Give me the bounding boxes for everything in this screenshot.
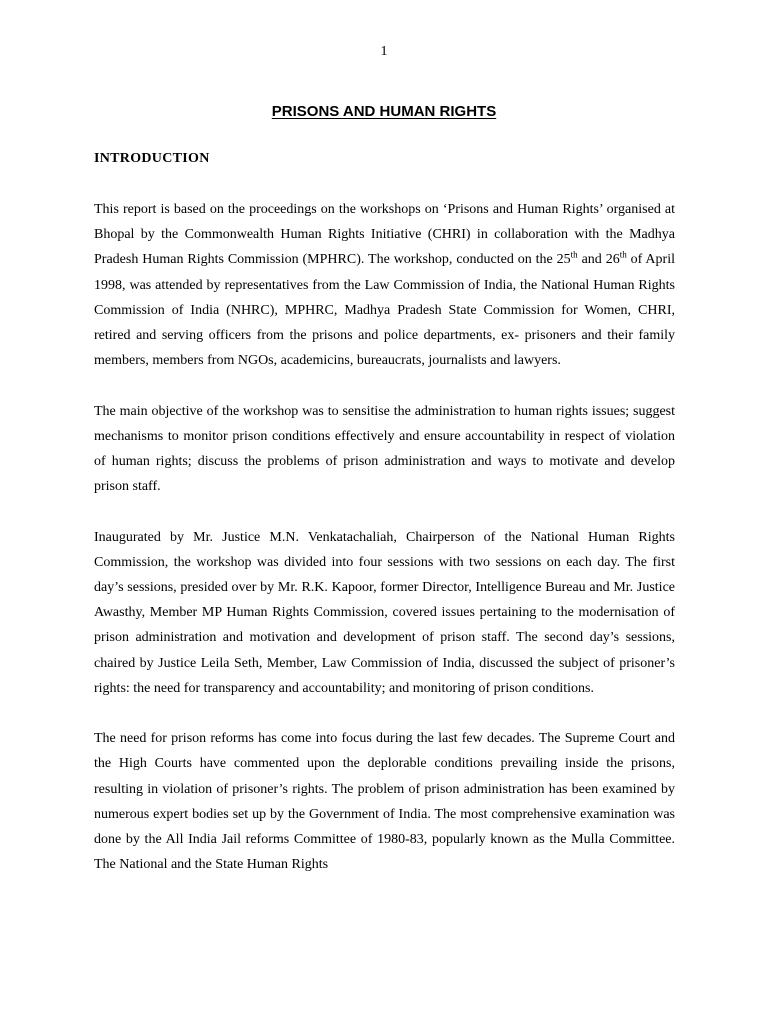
body-text <box>94 197 675 877</box>
section-heading-introduction: INTRODUCTION <box>94 151 210 166</box>
paragraph-3: Inaugurated by Mr. Justice M.N. Venkatachaliah, Chairperson of the National Human Rights Commission, the workshop was divided into four sessions with two sessions on each day. The first day’s sessions, presided over by Mr. R.K. Kapoor, former Director, Intelligence Bureau and Mr. Justice Awasthy, Member MP Human Rights Commission, covered issues pertaining to the modernisation of prison administration and motivation and development of prison staff. The second day’s sessions, chaired by Justice Leila Seth, Member, Law Commission of India, discussed the subject of prisoner’s rights: the need for transparency and accountability; and monitoring of prison conditions. <box>94 529 675 696</box>
paragraph-1-part-3: of April 1998, was attended by representatives from the Law Commission of India, the National Human Rights Commission of India (NHRC), MPHRC, Madhya Pradesh State Commission for Women, CHRI, retired and serving officers from the prisons and police departments, ex- prisoners and their family members, members from NGOs, academicins, bureaucrats, journalists and lawyers. <box>94 252 675 369</box>
paragraph-1-part-2: and 26 <box>577 252 620 268</box>
paragraph-4: The need for prison reforms has come into focus during the last few decades. The Supreme Court and the High Courts have commented upon the deplorable conditions prevailing inside the prisons, resulting in violation of prisoner’s rights. The problem of prison administration has been examined by numerous expert bodies set up by the Government of India. The most comprehensive examination was done by the All India Jail reforms Committee of 1980-83, popularly known as the Mulla Committee. The National and the State Human Rights <box>94 731 675 873</box>
superscript-th-2: th <box>619 249 627 260</box>
page-number: 1 <box>380 44 388 59</box>
superscript-th-1: th <box>570 249 578 260</box>
paragraph-1-part-1: This report is based on the proceedings on the workshops on ‘Prisons and Human Rights’ organised at Bhopal by the Commonwealth Human Rights Initiative (CHRI) in collaboration with the Madhya Pradesh Human Rights Commission (MPHRC). The workshop, conducted on the 25 <box>94 202 675 268</box>
paragraph-1 <box>94 197 675 373</box>
document-title: PRISONS AND HUMAN RIGHTS <box>271 103 497 120</box>
paragraph-2: The main objective of the workshop was to sensitise the administration to human rights issues; suggest mechanisms to monitor prison conditions effectively and ensure accountability in respect of violation of human rights; discuss the problems of prison administration and ways to motivate and develop prison staff. <box>94 403 675 495</box>
